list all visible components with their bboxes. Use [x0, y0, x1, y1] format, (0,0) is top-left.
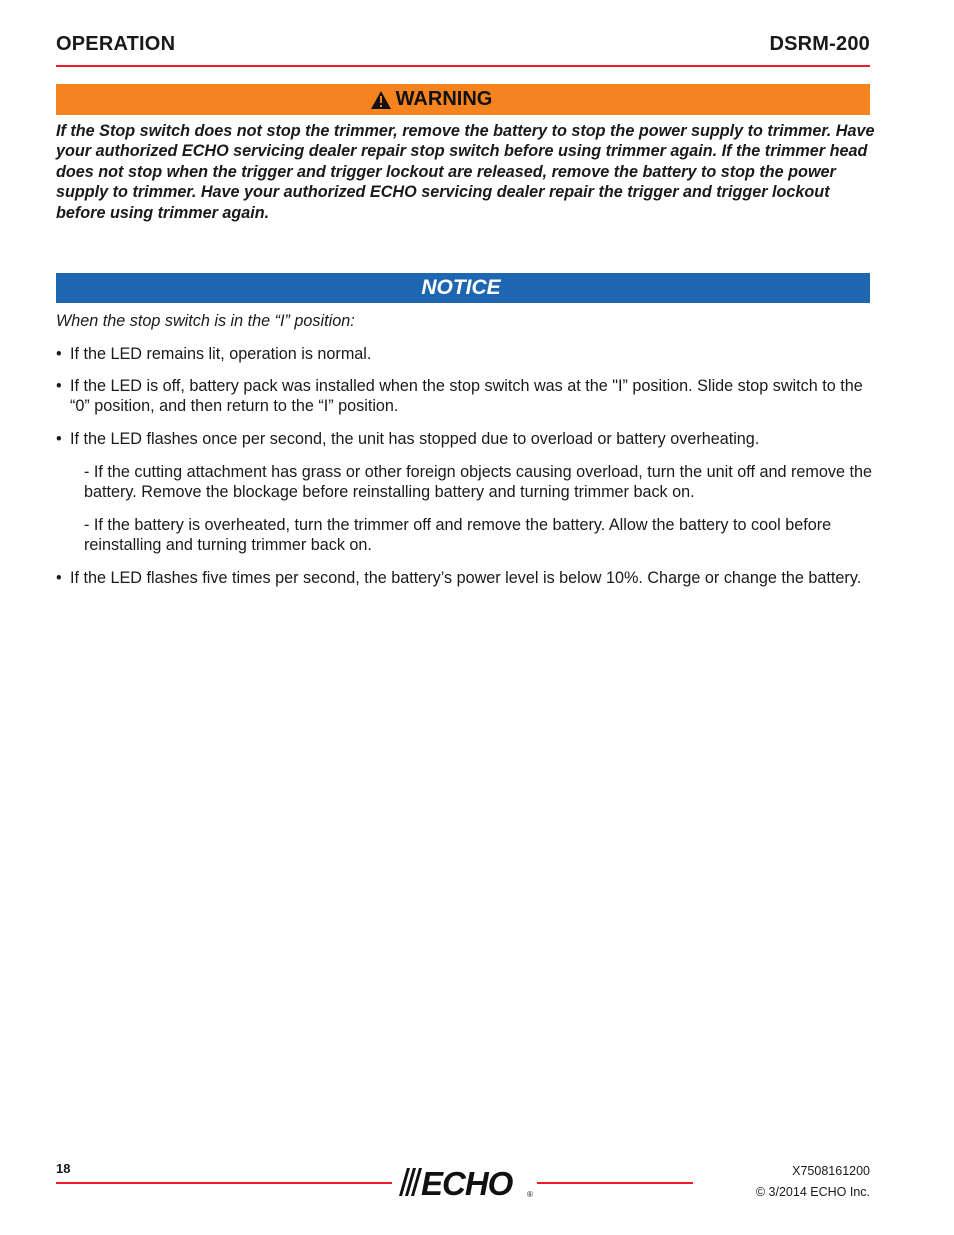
- sub-list-item: - If the cutting attachment has grass or other foreign objects causing overload, turn the unit off and remove the battery. Remove the blockage before reinstalling battery and turning trimmer back on.: [84, 463, 872, 502]
- model-name: DSRM-200: [769, 33, 870, 55]
- bullet-mark: •: [56, 569, 62, 587]
- page-number: 18: [56, 1161, 71, 1176]
- warning-triangle-icon: [370, 90, 392, 110]
- warning-text: If the Stop switch does not stop the trimmer, remove the battery to stop the power supply to trimmer. Have your authorized ECHO servicing dealer repair stop switch before using trimmer again. If the trimmer head does not stop when the trigger and trigger lockout are released, remove the battery to stop the power supply to trimmer. Have your authorized ECHO servicing dealer repair the trigger and trigger lockout before using trimmer again.: [56, 122, 875, 222]
- notice-banner: [56, 273, 870, 303]
- sub-list-item: - If the battery is overheated, turn the trimmer off and remove the battery. Allow the battery to cool before reinstalling and turning trimmer back on.: [84, 516, 832, 555]
- page-header: [56, 33, 870, 67]
- list-item: [56, 568, 876, 588]
- list-item-text: If the LED is off, battery pack was installed when the stop switch was at the "I” position. Slide stop switch to the “0” position, and then return to the “I” position.: [70, 377, 863, 416]
- notice-intro: When the stop switch is in the “I” position:: [56, 312, 355, 330]
- header-divider: [56, 65, 870, 67]
- list-item-text: If the LED flashes five times per second, the battery’s power level is below 10%. Charge or change the battery.: [70, 569, 862, 587]
- registered-mark: ®: [527, 1190, 533, 1199]
- section-title: OPERATION: [56, 33, 176, 55]
- warning-banner: [56, 84, 870, 115]
- footer-info: [756, 1161, 870, 1203]
- list-item: [56, 344, 876, 364]
- list-item: [56, 376, 876, 417]
- logo-text: ECHO: [421, 1166, 513, 1200]
- bullet-mark: •: [56, 377, 62, 395]
- bullet-mark: •: [56, 430, 62, 448]
- bullet-mark: •: [56, 345, 62, 363]
- echo-logo: [393, 1166, 537, 1200]
- footer-divider-left: [56, 1182, 392, 1184]
- footer-divider-right: [537, 1182, 693, 1184]
- list-item: [56, 429, 876, 449]
- list-item-text: If the LED flashes once per second, the unit has stopped due to overload or battery overheating.: [70, 430, 760, 448]
- part-number: X7508161200: [792, 1164, 870, 1178]
- warning-title: WARNING: [395, 88, 493, 110]
- notice-title: NOTICE: [421, 276, 501, 299]
- list-item-text: If the LED remains lit, operation is normal.: [70, 345, 372, 363]
- copyright: © 3/2014 ECHO Inc.: [755, 1185, 870, 1199]
